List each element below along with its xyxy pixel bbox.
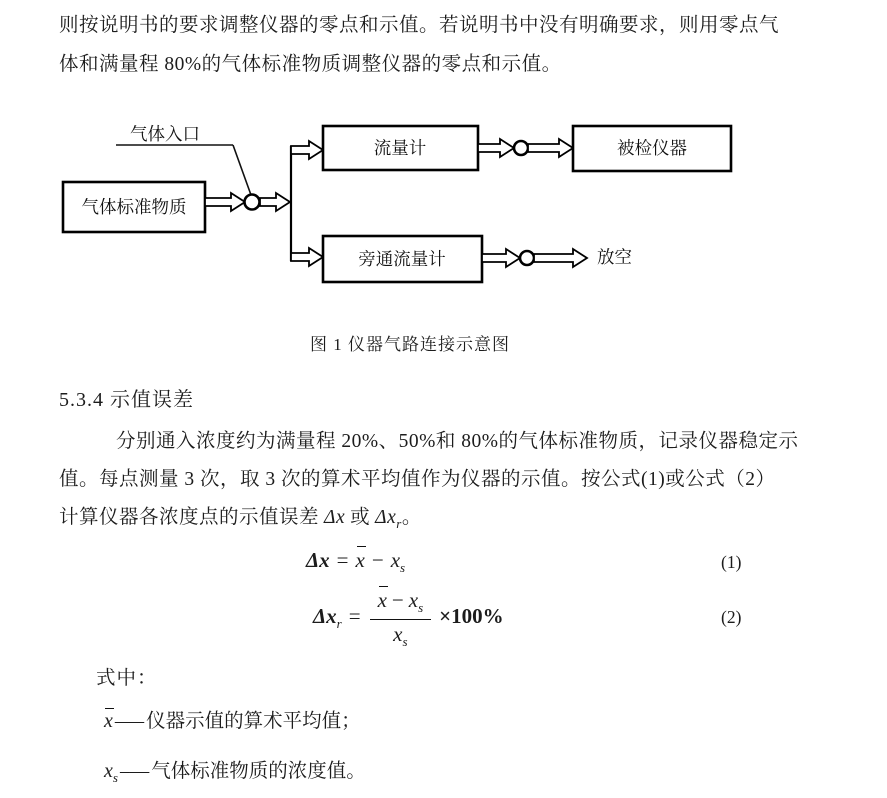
source-box-label: 气体标准物质 [81,197,187,217]
intro-line-2: 体和满量程 80%的气体标准物质调整仪器的零点和示值。 [59,54,562,75]
f2-den-subscript-s: s [402,634,408,649]
f1-lhs: Δx [306,548,330,572]
f1-subscript-s: s [400,560,406,575]
f2-equals: = [348,603,361,628]
formula-2 [313,586,504,650]
f2-subscript-r: r [336,615,342,631]
vent-label: 放空 [597,247,632,267]
body-line-3 [59,499,779,543]
f1-mean-x: x [355,548,365,572]
valve-circle [514,141,528,155]
flow-arrow [534,249,587,267]
def1-dashes: ––– [114,711,145,732]
body-line-2: 值。每点测量 3 次，取 3 次的算术平均值作为仪器的示值。按公式(1)或公式（2） [59,469,776,490]
formula-1-number: (1) [721,552,742,572]
f2-lhs: Δx [313,603,337,628]
intro-paragraph [59,6,780,84]
f1-equals: = [336,548,349,572]
line3-period: 。 [401,507,422,528]
inlet-label: 气体入口 [130,124,200,144]
body-paragraph [59,423,799,543]
def2-dashes: ––– [119,761,150,782]
valve-circle [245,195,260,210]
body-line-1: 分别通入浓度约为满量程 20%、50%和 80%的气体标准物质，记录仪器稳定示 [116,431,799,452]
def1-text: 仪器示值的算术平均值； [146,711,361,732]
f2-num-subscript-s: s [418,600,424,615]
flow-arrow [291,141,323,159]
delta-x-symbol: Δx [324,507,346,528]
delta-xr-symbol: Δx [375,507,397,528]
flow-arrow [291,248,323,266]
definition-xbar [104,705,361,733]
def2-text: 气体标准物质的浓度值。 [151,761,366,782]
f2-times-100: ×100% [439,603,504,628]
figure-caption: 图 1 仪器气路连接示意图 [310,335,510,354]
formula-2-number: (2) [721,607,742,627]
xbar-symbol: x [104,710,113,732]
inlet-pointer-line [233,145,251,195]
definition-xs [104,755,366,786]
or-text: 或 [350,507,371,528]
flow-arrow [482,249,520,267]
section-heading: 5.3.4 示值误差 [59,389,194,411]
f2-minus: − [391,588,404,612]
tested-instrument-box-label: 被检仪器 [617,138,687,158]
f2-den-x: x [393,622,403,646]
valve-circle [520,251,534,265]
f2-fraction [370,586,432,650]
xs-subscript: s [112,770,118,785]
flow-arrow [205,193,245,211]
f2-num-x: x [408,588,419,612]
delta-xr-subscript: r [396,516,402,531]
flowmeter-box-label: 流量计 [373,138,427,158]
f1-minus: − [371,548,384,572]
where-label: 式中： [96,668,158,689]
flow-arrow [478,139,514,157]
body-line-3-prefix: 计算仪器各浓度点的示值误差 [59,507,320,528]
flow-arrow [528,139,573,157]
f2-numerator [370,586,432,620]
intro-line-1: 则按说明书的要求调整仪器的零点和示值。若说明书中没有明确要求，则用零点气 [59,15,780,36]
f2-mean-x: x [377,588,387,612]
bypass-flowmeter-box-label: 旁通流量计 [358,249,446,269]
gas-flow-diagram [0,105,887,305]
f2-denominator [370,620,432,650]
formula-1 [306,548,405,576]
xs-symbol: x [104,760,113,782]
f1-x: x [390,548,401,572]
flow-arrow [260,193,290,211]
